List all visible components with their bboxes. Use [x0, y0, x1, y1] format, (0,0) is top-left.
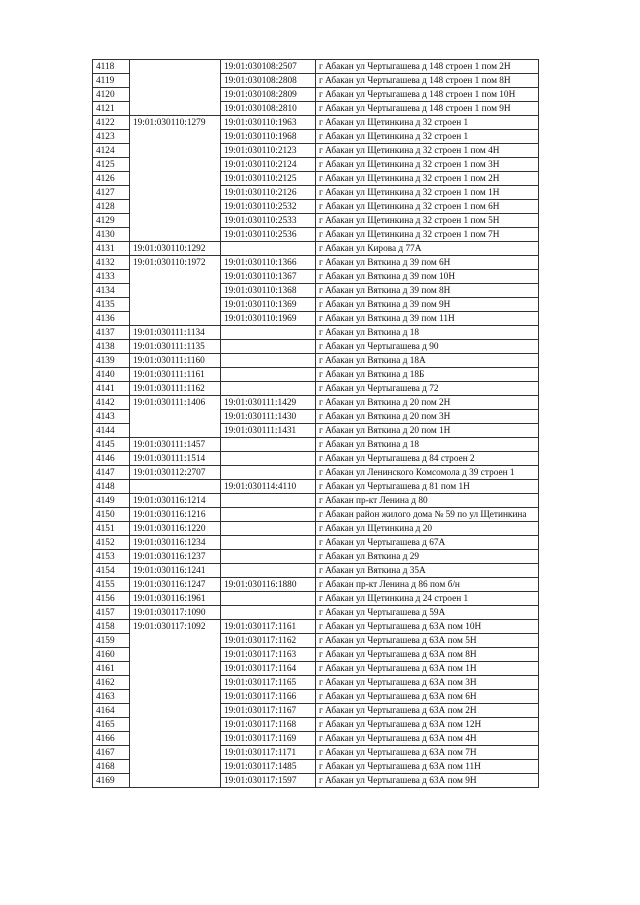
sub-cadastral-number	[221, 550, 316, 564]
row-number: 4156	[93, 592, 130, 606]
sub-cadastral-number: 19:01:030111:1429	[221, 396, 316, 410]
sub-cadastral-number: 19:01:030117:1485	[221, 760, 316, 774]
address: г Абакан ул Щетинкина д 24 строен 1	[316, 592, 539, 606]
row-number: 4134	[93, 284, 130, 298]
address: г Абакан ул Щетинкина д 32 строен 1 пом 6Н	[316, 200, 539, 214]
sub-cadastral-number: 19:01:030110:2125	[221, 172, 316, 186]
sub-cadastral-number: 19:01:030117:1166	[221, 690, 316, 704]
address: г Абакан ул Вяткина д 20 пом 1Н	[316, 424, 539, 438]
address: г Абакан ул Вяткина д 18А	[316, 354, 539, 368]
sub-cadastral-number: 19:01:030110:1968	[221, 130, 316, 144]
address: г Абакан ул Чертыгашева д 63А пом 8Н	[316, 648, 539, 662]
row-number: 4161	[93, 662, 130, 676]
address: г Абакан ул Ленинского Комсомола д 39 строен 1	[316, 466, 539, 480]
sub-cadastral-number: 19:01:030111:1430	[221, 410, 316, 424]
table-row	[93, 242, 539, 256]
table-row	[93, 480, 539, 494]
row-number: 4157	[93, 606, 130, 620]
sub-cadastral-number: 19:01:030117:1163	[221, 648, 316, 662]
sub-cadastral-number	[221, 466, 316, 480]
row-number: 4158	[93, 620, 130, 634]
sub-cadastral-number	[221, 368, 316, 382]
cadastral-number: 19:01:030117:1092	[130, 620, 221, 788]
address: г Абакан район жилого дома № 59 по ул Щетинкина	[316, 508, 539, 522]
registry-table	[92, 59, 539, 788]
row-number: 4118	[93, 60, 130, 74]
address: г Абакан ул Чертыгашева д 90	[316, 340, 539, 354]
table-row	[93, 256, 539, 270]
cadastral-number: 19:01:030117:1090	[130, 606, 221, 620]
sub-cadastral-number: 19:01:030108:2810	[221, 102, 316, 116]
table-row	[93, 326, 539, 340]
table-row	[93, 494, 539, 508]
address: г Абакан ул Чертыгашева д 59А	[316, 606, 539, 620]
sub-cadastral-number: 19:01:030117:1161	[221, 620, 316, 634]
address: г Абакан ул Вяткина д 18	[316, 438, 539, 452]
row-number: 4162	[93, 676, 130, 690]
sub-cadastral-number	[221, 522, 316, 536]
row-number: 4122	[93, 116, 130, 130]
address: г Абакан ул Вяткина д 18	[316, 326, 539, 340]
sub-cadastral-number	[221, 242, 316, 256]
sub-cadastral-number: 19:01:030110:2124	[221, 158, 316, 172]
row-number: 4124	[93, 144, 130, 158]
sub-cadastral-number: 19:01:030110:2123	[221, 144, 316, 158]
cadastral-number: 19:01:030116:1216	[130, 508, 221, 522]
table-row	[93, 536, 539, 550]
table-row	[93, 606, 539, 620]
cadastral-number: 19:01:030110:1972	[130, 256, 221, 326]
sub-cadastral-number	[221, 494, 316, 508]
row-number: 4135	[93, 298, 130, 312]
sub-cadastral-number: 19:01:030117:1597	[221, 774, 316, 788]
cadastral-number: 19:01:030116:1961	[130, 592, 221, 606]
row-number: 4169	[93, 774, 130, 788]
address: г Абакан ул Чертыгашева д 81 пом 1Н	[316, 480, 539, 494]
address: г Абакан ул Вяткина д 39 пом 11Н	[316, 312, 539, 326]
sub-cadastral-number	[221, 354, 316, 368]
row-number: 4149	[93, 494, 130, 508]
cadastral-number: 19:01:030116:1241	[130, 564, 221, 578]
row-number: 4137	[93, 326, 130, 340]
row-number: 4154	[93, 564, 130, 578]
row-number: 4153	[93, 550, 130, 564]
cadastral-number: 19:01:030110:1292	[130, 242, 221, 256]
address: г Абакан ул Чертыгашева д 63А пом 4Н	[316, 732, 539, 746]
row-number: 4125	[93, 158, 130, 172]
cadastral-number: 19:01:030111:1162	[130, 382, 221, 396]
sub-cadastral-number	[221, 592, 316, 606]
address: г Абакан ул Вяткина д 39 пом 8Н	[316, 284, 539, 298]
sub-cadastral-number: 19:01:030110:2533	[221, 214, 316, 228]
sub-cadastral-number	[221, 340, 316, 354]
row-number: 4147	[93, 466, 130, 480]
row-number: 4148	[93, 480, 130, 494]
address: г Абакан ул Щетинкина д 32 строен 1 пом 4Н	[316, 144, 539, 158]
sub-cadastral-number	[221, 438, 316, 452]
row-number: 4152	[93, 536, 130, 550]
sub-cadastral-number: 19:01:030108:2808	[221, 74, 316, 88]
row-number: 4164	[93, 704, 130, 718]
address: г Абакан ул Чертыгашева д 63А пом 12Н	[316, 718, 539, 732]
cadastral-number: 19:01:030112:2707	[130, 466, 221, 480]
address: г Абакан ул Чертыгашева д 148 строен 1 пом 8Н	[316, 74, 539, 88]
table-row	[93, 368, 539, 382]
sub-cadastral-number: 19:01:030117:1168	[221, 718, 316, 732]
sub-cadastral-number: 19:01:030110:1969	[221, 312, 316, 326]
sub-cadastral-number: 19:01:030117:1164	[221, 662, 316, 676]
row-number: 4123	[93, 130, 130, 144]
row-number: 4136	[93, 312, 130, 326]
cadastral-number: 19:01:030110:1279	[130, 116, 221, 242]
sub-cadastral-number: 19:01:030116:1880	[221, 578, 316, 592]
address: г Абакан ул Щетинкина д 32 строен 1 пом 5Н	[316, 214, 539, 228]
sub-cadastral-number: 19:01:030110:2536	[221, 228, 316, 242]
address: г Абакан ул Щетинкина д 32 строен 1	[316, 130, 539, 144]
row-number: 4150	[93, 508, 130, 522]
cadastral-number	[130, 60, 221, 116]
address: г Абакан ул Щетинкина д 32 строен 1 пом 3Н	[316, 158, 539, 172]
sub-cadastral-number	[221, 452, 316, 466]
cadastral-number	[130, 480, 221, 494]
registry-table-body	[93, 60, 539, 788]
table-row	[93, 354, 539, 368]
address: г Абакан ул Щетинкина д 20	[316, 522, 539, 536]
cadastral-number: 19:01:030111:1514	[130, 452, 221, 466]
row-number: 4119	[93, 74, 130, 88]
sub-cadastral-number: 19:01:030117:1169	[221, 732, 316, 746]
row-number: 4155	[93, 578, 130, 592]
row-number: 4121	[93, 102, 130, 116]
table-row	[93, 466, 539, 480]
address: г Абакан ул Чертыгашева д 63А пом 2Н	[316, 704, 539, 718]
address: г Абакан ул Чертыгашева д 72	[316, 382, 539, 396]
sub-cadastral-number: 19:01:030110:1369	[221, 298, 316, 312]
sub-cadastral-number: 19:01:030110:2532	[221, 200, 316, 214]
row-number: 4120	[93, 88, 130, 102]
table-row	[93, 508, 539, 522]
cadastral-number: 19:01:030111:1135	[130, 340, 221, 354]
sub-cadastral-number: 19:01:030117:1171	[221, 746, 316, 760]
cadastral-number: 19:01:030116:1214	[130, 494, 221, 508]
sub-cadastral-number: 19:01:030108:2507	[221, 60, 316, 74]
address: г Абакан ул Чертыгашева д 84 строен 2	[316, 452, 539, 466]
table-row	[93, 452, 539, 466]
row-number: 4128	[93, 200, 130, 214]
address: г Абакан ул Чертыгашева д 63А пом 11Н	[316, 760, 539, 774]
row-number: 4167	[93, 746, 130, 760]
sub-cadastral-number: 19:01:030110:2126	[221, 186, 316, 200]
sub-cadastral-number: 19:01:030111:1431	[221, 424, 316, 438]
row-number: 4144	[93, 424, 130, 438]
sub-cadastral-number: 19:01:030110:1366	[221, 256, 316, 270]
table-row	[93, 564, 539, 578]
cadastral-number: 19:01:030116:1247	[130, 578, 221, 592]
row-number: 4160	[93, 648, 130, 662]
cadastral-number: 19:01:030116:1237	[130, 550, 221, 564]
address: г Абакан ул Вяткина д 35А	[316, 564, 539, 578]
address: г Абакан ул Чертыгашева д 63А пом 3Н	[316, 676, 539, 690]
row-number: 4166	[93, 732, 130, 746]
address: г Абакан ул Чертыгашева д 63А пом 9Н	[316, 774, 539, 788]
sub-cadastral-number	[221, 326, 316, 340]
cadastral-number: 19:01:030111:1457	[130, 438, 221, 452]
row-number: 4146	[93, 452, 130, 466]
row-number: 4126	[93, 172, 130, 186]
address: г Абакан ул Чертыгашева д 148 строен 1 пом 9Н	[316, 102, 539, 116]
cadastral-number: 19:01:030111:1160	[130, 354, 221, 368]
address: г Абакан ул Вяткина д 39 пом 6Н	[316, 256, 539, 270]
sub-cadastral-number: 19:01:030110:1368	[221, 284, 316, 298]
row-number: 4140	[93, 368, 130, 382]
row-number: 4132	[93, 256, 130, 270]
row-number: 4151	[93, 522, 130, 536]
address: г Абакан ул Чертыгашева д 148 строен 1 пом 2Н	[316, 60, 539, 74]
sub-cadastral-number: 19:01:030110:1963	[221, 116, 316, 130]
row-number: 4130	[93, 228, 130, 242]
address: г Абакан ул Щетинкина д 32 строен 1 пом 2Н	[316, 172, 539, 186]
address: г Абакан ул Щетинкина д 32 строен 1 пом 7Н	[316, 228, 539, 242]
address: г Абакан ул Щетинкина д 32 строен 1	[316, 116, 539, 130]
address: г Абакан ул Вяткина д 20 пом 2Н	[316, 396, 539, 410]
address: г Абакан пр-кт Ленина д 86 пом б/н	[316, 578, 539, 592]
sub-cadastral-number: 19:01:030117:1167	[221, 704, 316, 718]
sub-cadastral-number: 19:01:030117:1162	[221, 634, 316, 648]
table-row	[93, 116, 539, 130]
sub-cadastral-number	[221, 606, 316, 620]
address: г Абакан ул Щетинкина д 32 строен 1 пом 1Н	[316, 186, 539, 200]
sub-cadastral-number: 19:01:030108:2809	[221, 88, 316, 102]
table-row	[93, 438, 539, 452]
address: г Абакан ул Вяткина д 18Б	[316, 368, 539, 382]
sub-cadastral-number: 19:01:030110:1367	[221, 270, 316, 284]
address: г Абакан ул Чертыгашева д 67А	[316, 536, 539, 550]
table-row	[93, 578, 539, 592]
cadastral-number: 19:01:030111:1406	[130, 396, 221, 438]
sub-cadastral-number: 19:01:030114:4110	[221, 480, 316, 494]
address: г Абакан ул Вяткина д 20 пом 3Н	[316, 410, 539, 424]
address: г Абакан ул Вяткина д 39 пом 10Н	[316, 270, 539, 284]
sub-cadastral-number	[221, 508, 316, 522]
table-row	[93, 60, 539, 74]
table-row	[93, 592, 539, 606]
row-number: 4141	[93, 382, 130, 396]
row-number: 4145	[93, 438, 130, 452]
row-number: 4168	[93, 760, 130, 774]
row-number: 4143	[93, 410, 130, 424]
address: г Абакан ул Чертыгашева д 63А пом 10Н	[316, 620, 539, 634]
row-number: 4127	[93, 186, 130, 200]
table-row	[93, 396, 539, 410]
row-number: 4129	[93, 214, 130, 228]
sub-cadastral-number	[221, 564, 316, 578]
address: г Абакан ул Чертыгашева д 148 строен 1 пом 10Н	[316, 88, 539, 102]
address: г Абакан ул Вяткина д 39 пом 9Н	[316, 298, 539, 312]
row-number: 4163	[93, 690, 130, 704]
address: г Абакан ул Кирова д 77А	[316, 242, 539, 256]
table-row	[93, 522, 539, 536]
address: г Абакан ул Чертыгашева д 63А пом 6Н	[316, 690, 539, 704]
address: г Абакан ул Вяткина д 29	[316, 550, 539, 564]
cadastral-number: 19:01:030111:1161	[130, 368, 221, 382]
table-row	[93, 550, 539, 564]
cadastral-number: 19:01:030111:1134	[130, 326, 221, 340]
address: г Абакан ул Чертыгашева д 63А пом 5Н	[316, 634, 539, 648]
address: г Абакан ул Чертыгашева д 63А пом 7Н	[316, 746, 539, 760]
row-number: 4131	[93, 242, 130, 256]
row-number: 4139	[93, 354, 130, 368]
row-number: 4138	[93, 340, 130, 354]
table-row	[93, 340, 539, 354]
sub-cadastral-number	[221, 382, 316, 396]
row-number: 4159	[93, 634, 130, 648]
table-row	[93, 620, 539, 634]
sub-cadastral-number: 19:01:030117:1165	[221, 676, 316, 690]
row-number: 4133	[93, 270, 130, 284]
cadastral-number: 19:01:030116:1234	[130, 536, 221, 550]
table-row	[93, 382, 539, 396]
row-number: 4165	[93, 718, 130, 732]
row-number: 4142	[93, 396, 130, 410]
address: г Абакан пр-кт Ленина д 80	[316, 494, 539, 508]
address: г Абакан ул Чертыгашева д 63А пом 1Н	[316, 662, 539, 676]
cadastral-number: 19:01:030116:1220	[130, 522, 221, 536]
sub-cadastral-number	[221, 536, 316, 550]
